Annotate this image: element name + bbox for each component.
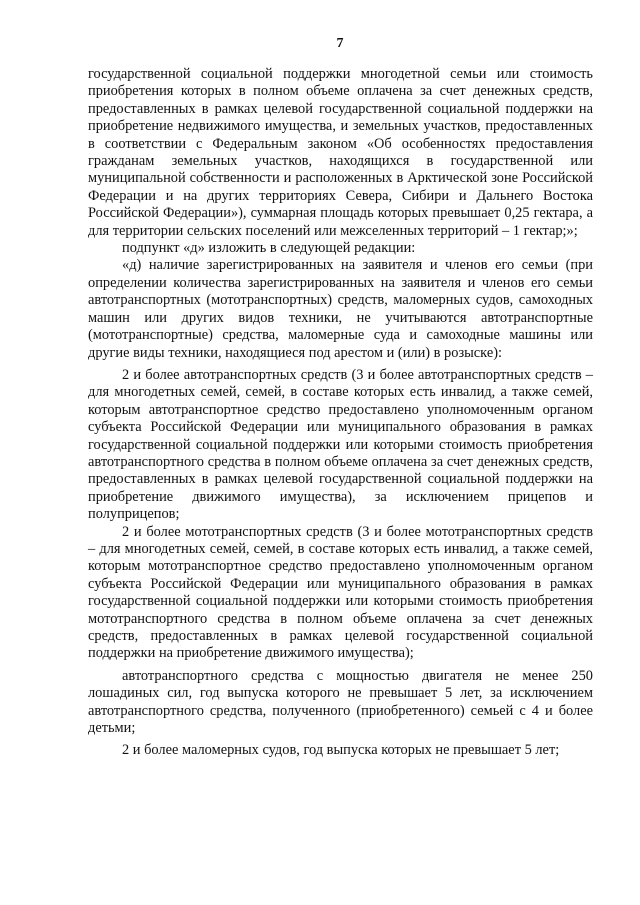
page-number: 7 bbox=[336, 36, 344, 51]
paragraph-subclause-intro: подпункт «д» изложить в следующей редакции: bbox=[122, 240, 416, 257]
paragraph-auto-vehicles: 2 и более автотранспортных средств (3 и более автотранспортных средств – для многодетных семей, семей, в составе которых есть инвалид, а также семей, которым автотранспортное средство предоставлено уполномоченным органом субъекта Российской Федерации или муниципального образования в рамках государственной социальной поддержки или которыми стоимость приобретения автотранспортного средства в полном объеме оплачена за счет денежных средств, предоставленных в рамках целевой государственной социальной поддержки на приобретение движимого имущества), за исключением прицепов и полуприцепов; bbox=[88, 366, 593, 523]
paragraph-engine-power: автотранспортного средства с мощностью двигателя не менее 250 лошадиных сил, год выпуска которого не превышает 5 лет, за исключением автотранспортного средства, полученного (приобретенного) семьей с 4 и более детьми; bbox=[88, 667, 593, 737]
paragraph-moto-vehicles: 2 и более мототранспортных средств (3 и более мототранспортных средств – для многодетных семей, семей, в составе которых есть инвалид, а также семей, которым мототранспортное средство предоставлено уполномоченным органом субъекта Российской Федерации или муниципального образования в рамках государственной социальной поддержки или которыми стоимость приобретения мототранспортного средства в полном объеме оплачена за счет денежных средств, предоставленных в рамках целевой государственной социальной поддержки на приобретение движимого имущества); bbox=[88, 523, 593, 662]
paragraph-continuation: государственной социальной поддержки многодетной семьи или стоимость приобретения которых в полном объеме оплачена за счет денежных средств, предоставленных в рамках целевой государственной социальной поддержки на приобретение недвижимого имущества, и земельных участков, предоставленных в соответствии с Федеральным законом «Об особенностях предоставления гражданам земельных участков, находящихся в государственной или муниципальной собственности и расположенных в Арктической зоне Российской Федерации и на других территориях Севера, Сибири и Дальнего Востока Российской Федерации»), суммарная площадь которых превышает 0,25 гектара, а для территории сельских поселений или межселенных территорий – 1 гектар;»; bbox=[88, 66, 593, 239]
paragraph-subclause-d: «д) наличие зарегистрированных на заявителя и членов его семьи (при определении количества зарегистрированных на заявителя и членов его семьи автотранспортных (мототранспортных) средств, маломерных судов, самоходных машин или других видов техники, не учитываются автотранспортные (мототранспортные) средства, маломерные суда и самоходные машины или другие виды техники, находящиеся под арестом и (или) в розыске): bbox=[88, 257, 593, 361]
document-body bbox=[88, 66, 593, 760]
paragraph-small-vessels: 2 и более маломерных судов, год выпуска которых не превышает 5 лет; bbox=[122, 742, 560, 759]
